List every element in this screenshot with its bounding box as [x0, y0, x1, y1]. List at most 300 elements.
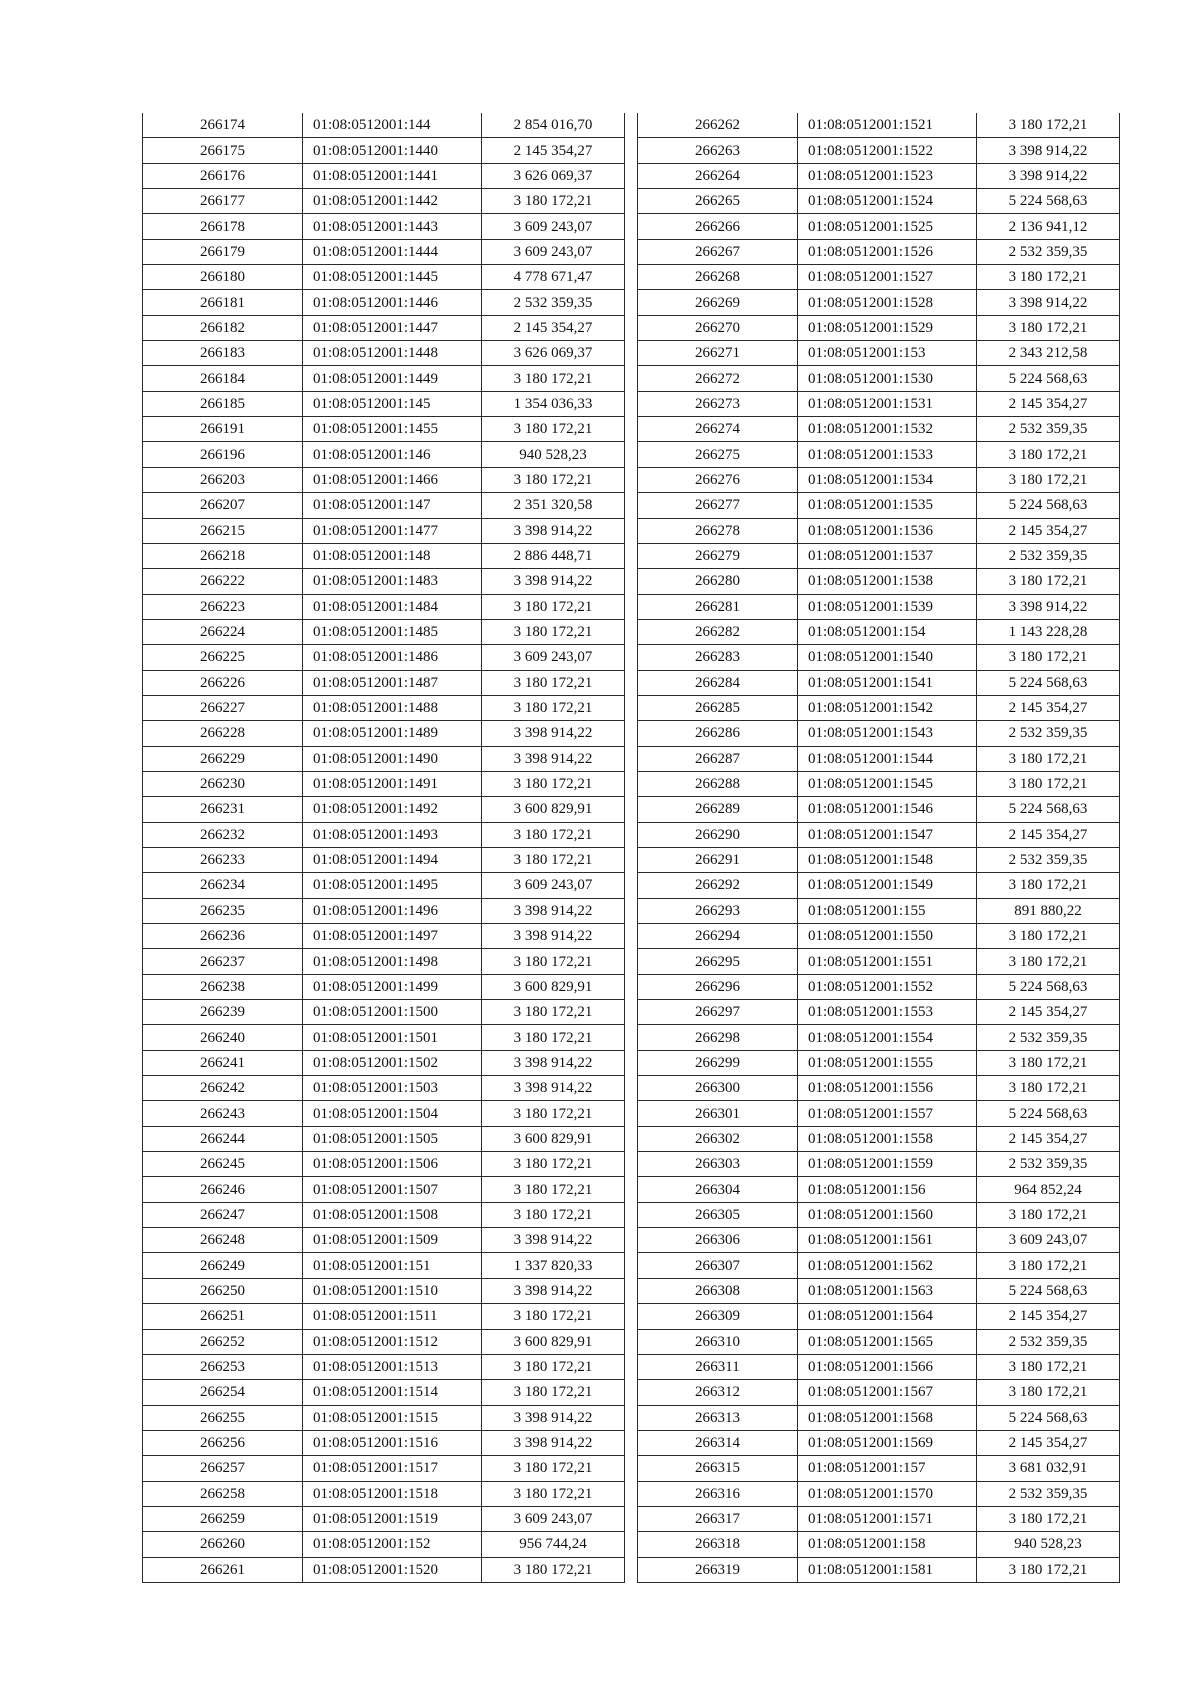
cadastral-value-cell: 3 180 172,21 [482, 1152, 625, 1177]
cadastral-value-cell: 5 224 568,63 [977, 189, 1120, 214]
cadastral-value-cell: 3 180 172,21 [977, 924, 1120, 949]
table-row [638, 1557, 1120, 1582]
record-id-cell: 266301 [638, 1101, 798, 1126]
record-id-cell: 266306 [638, 1228, 798, 1253]
cadastral-number-cell: 01:08:0512001:1555 [798, 1050, 977, 1075]
cadastral-value-cell: 2 532 359,35 [977, 721, 1120, 746]
cadastral-value-cell: 3 398 914,22 [482, 1405, 625, 1430]
record-id-cell: 266291 [638, 847, 798, 872]
table-row [638, 949, 1120, 974]
table-row [638, 1253, 1120, 1278]
cadastral-value-cell: 2 532 359,35 [977, 1025, 1120, 1050]
table-row [638, 1152, 1120, 1177]
record-id-cell: 266236 [143, 924, 303, 949]
record-id-cell: 266266 [638, 214, 798, 239]
cadastral-number-cell: 01:08:0512001:1559 [798, 1152, 977, 1177]
table-row [638, 417, 1120, 442]
cadastral-value-cell: 3 626 069,37 [482, 163, 625, 188]
record-id-cell: 266283 [638, 645, 798, 670]
cadastral-value-cell: 3 180 172,21 [482, 822, 625, 847]
table-row [638, 847, 1120, 872]
cadastral-value-cell: 3 180 172,21 [482, 695, 625, 720]
cadastral-value-cell: 2 532 359,35 [977, 543, 1120, 568]
cadastral-value-cell: 2 136 941,12 [977, 214, 1120, 239]
cadastral-value-cell: 3 180 172,21 [482, 594, 625, 619]
cadastral-number-cell: 01:08:0512001:1521 [798, 113, 977, 138]
cadastral-number-cell: 01:08:0512001:1510 [303, 1278, 482, 1303]
cadastral-number-cell: 01:08:0512001:1449 [303, 366, 482, 391]
record-id-cell: 266177 [143, 189, 303, 214]
cadastral-value-cell: 3 180 172,21 [977, 265, 1120, 290]
cadastral-number-cell: 01:08:0512001:1519 [303, 1506, 482, 1531]
table-row [143, 847, 625, 872]
cadastral-value-cell: 4 778 671,47 [482, 265, 625, 290]
cadastral-number-cell: 01:08:0512001:1562 [798, 1253, 977, 1278]
record-id-cell: 266237 [143, 949, 303, 974]
record-id-cell: 266313 [638, 1405, 798, 1430]
record-id-cell: 266265 [638, 189, 798, 214]
record-id-cell: 266253 [143, 1354, 303, 1379]
cadastral-number-cell: 01:08:0512001:1544 [798, 746, 977, 771]
table-row [143, 467, 625, 492]
cadastral-value-cell: 3 180 172,21 [482, 847, 625, 872]
cadastral-value-cell: 2 145 354,27 [977, 822, 1120, 847]
cadastral-value-cell: 940 528,23 [977, 1532, 1120, 1557]
table-row [143, 239, 625, 264]
table-row [143, 1506, 625, 1531]
cadastral-value-cell: 3 180 172,21 [977, 569, 1120, 594]
table-row [143, 366, 625, 391]
table-row [143, 1380, 625, 1405]
cadastral-value-cell: 3 600 829,91 [482, 797, 625, 822]
cadastral-number-cell: 01:08:0512001:1533 [798, 442, 977, 467]
cadastral-number-cell: 01:08:0512001:1496 [303, 898, 482, 923]
record-id-cell: 266316 [638, 1481, 798, 1506]
table-row [143, 1557, 625, 1582]
record-id-cell: 266268 [638, 265, 798, 290]
cadastral-value-cell: 3 398 914,22 [482, 898, 625, 923]
cadastral-number-cell: 01:08:0512001:1522 [798, 138, 977, 163]
cadastral-value-cell: 3 180 172,21 [482, 1101, 625, 1126]
table-row [143, 113, 625, 138]
cadastral-number-cell: 01:08:0512001:1448 [303, 341, 482, 366]
record-id-cell: 266279 [638, 543, 798, 568]
table-row [143, 1126, 625, 1151]
cadastral-value-cell: 3 398 914,22 [482, 924, 625, 949]
table-row [638, 189, 1120, 214]
cadastral-number-cell: 01:08:0512001:1501 [303, 1025, 482, 1050]
table-row [638, 113, 1120, 138]
cadastral-number-cell: 01:08:0512001:1509 [303, 1228, 482, 1253]
table-row [638, 619, 1120, 644]
cadastral-number-cell: 01:08:0512001:1541 [798, 670, 977, 695]
record-id-cell: 266207 [143, 493, 303, 518]
record-id-cell: 266241 [143, 1050, 303, 1075]
cadastral-value-cell: 2 343 212,58 [977, 341, 1120, 366]
cadastral-number-cell: 01:08:0512001:1554 [798, 1025, 977, 1050]
cadastral-number-cell: 01:08:0512001:1581 [798, 1557, 977, 1582]
record-id-cell: 266227 [143, 695, 303, 720]
record-id-cell: 266280 [638, 569, 798, 594]
record-id-cell: 266272 [638, 366, 798, 391]
cadastral-number-cell: 01:08:0512001:1536 [798, 518, 977, 543]
cadastral-number-cell: 01:08:0512001:1569 [798, 1430, 977, 1455]
cadastral-number-cell: 01:08:0512001:1497 [303, 924, 482, 949]
table-row [143, 1481, 625, 1506]
record-id-cell: 266215 [143, 518, 303, 543]
cadastral-value-cell: 3 180 172,21 [482, 1202, 625, 1227]
record-id-cell: 266239 [143, 1000, 303, 1025]
record-id-cell: 266246 [143, 1177, 303, 1202]
cadastral-value-cell: 3 626 069,37 [482, 341, 625, 366]
record-id-cell: 266288 [638, 771, 798, 796]
cadastral-value-cell: 2 145 354,27 [977, 1304, 1120, 1329]
cadastral-value-cell: 3 180 172,21 [977, 1076, 1120, 1101]
cadastral-value-cell: 3 398 914,22 [977, 138, 1120, 163]
cadastral-value-cell: 3 180 172,21 [977, 113, 1120, 138]
cadastral-number-cell: 01:08:0512001:146 [303, 442, 482, 467]
cadastral-number-cell: 01:08:0512001:1520 [303, 1557, 482, 1582]
record-id-cell: 266299 [638, 1050, 798, 1075]
record-id-cell: 266250 [143, 1278, 303, 1303]
record-id-cell: 266255 [143, 1405, 303, 1430]
table-row [638, 594, 1120, 619]
cadastral-number-cell: 01:08:0512001:1571 [798, 1506, 977, 1531]
cadastral-value-cell: 3 180 172,21 [482, 366, 625, 391]
table-row [638, 898, 1120, 923]
cadastral-number-cell: 01:08:0512001:1518 [303, 1481, 482, 1506]
record-id-cell: 266302 [638, 1126, 798, 1151]
cadastral-number-cell: 01:08:0512001:1500 [303, 1000, 482, 1025]
table-row [638, 1228, 1120, 1253]
cadastral-number-cell: 01:08:0512001:1551 [798, 949, 977, 974]
cadastral-number-cell: 01:08:0512001:1542 [798, 695, 977, 720]
record-id-cell: 266278 [638, 518, 798, 543]
cadastral-value-cell: 5 224 568,63 [977, 797, 1120, 822]
table-row [638, 873, 1120, 898]
cadastral-value-cell: 2 145 354,27 [977, 695, 1120, 720]
record-id-cell: 266304 [638, 1177, 798, 1202]
record-id-cell: 266296 [638, 974, 798, 999]
table-row [143, 645, 625, 670]
cadastral-value-cell: 3 398 914,22 [977, 290, 1120, 315]
cadastral-number-cell: 01:08:0512001:145 [303, 391, 482, 416]
cadastral-number-cell: 01:08:0512001:1539 [798, 594, 977, 619]
cadastral-value-cell: 3 180 172,21 [977, 1050, 1120, 1075]
cadastral-value-cell: 3 398 914,22 [482, 721, 625, 746]
cadastral-value-cell: 5 224 568,63 [977, 1101, 1120, 1126]
cadastral-value-cell: 3 180 172,21 [977, 645, 1120, 670]
cadastral-value-cell: 3 180 172,21 [977, 1354, 1120, 1379]
cadastral-value-cell: 3 180 172,21 [977, 771, 1120, 796]
cadastral-number-cell: 01:08:0512001:1444 [303, 239, 482, 264]
cadastral-value-cell: 3 398 914,22 [482, 1430, 625, 1455]
record-id-cell: 266185 [143, 391, 303, 416]
table-row [143, 1253, 625, 1278]
cadastral-value-cell: 2 532 359,35 [977, 417, 1120, 442]
cadastral-value-cell: 956 744,24 [482, 1532, 625, 1557]
cadastral-number-cell: 01:08:0512001:158 [798, 1532, 977, 1557]
table-row [638, 721, 1120, 746]
cadastral-value-cell: 3 398 914,22 [482, 518, 625, 543]
record-id-cell: 266262 [638, 113, 798, 138]
cadastral-number-cell: 01:08:0512001:1488 [303, 695, 482, 720]
record-id-cell: 266310 [638, 1329, 798, 1354]
cadastral-value-cell: 3 609 243,07 [482, 214, 625, 239]
table-row [143, 1329, 625, 1354]
cadastral-number-cell: 01:08:0512001:1486 [303, 645, 482, 670]
cadastral-value-cell: 3 609 243,07 [482, 1506, 625, 1531]
record-id-cell: 266238 [143, 974, 303, 999]
cadastral-value-cell: 3 180 172,21 [482, 1380, 625, 1405]
cadastral-value-cell: 2 145 354,27 [482, 138, 625, 163]
cadastral-number-cell: 01:08:0512001:1531 [798, 391, 977, 416]
cadastral-value-cell: 3 609 243,07 [482, 873, 625, 898]
cadastral-value-cell: 2 854 016,70 [482, 113, 625, 138]
cadastral-number-cell: 01:08:0512001:155 [798, 898, 977, 923]
cadastral-number-cell: 01:08:0512001:1556 [798, 1076, 977, 1101]
table-row [638, 670, 1120, 695]
record-id-cell: 266251 [143, 1304, 303, 1329]
cadastral-value-cell: 3 398 914,22 [977, 163, 1120, 188]
record-id-cell: 266312 [638, 1380, 798, 1405]
table-row [638, 1202, 1120, 1227]
cadastral-number-cell: 01:08:0512001:1547 [798, 822, 977, 847]
cadastral-value-cell: 3 398 914,22 [977, 594, 1120, 619]
cadastral-value-cell: 3 180 172,21 [482, 1354, 625, 1379]
cadastral-value-cell: 2 532 359,35 [977, 1152, 1120, 1177]
table-row [143, 493, 625, 518]
record-id-cell: 266319 [638, 1557, 798, 1582]
cadastral-value-cell: 891 880,22 [977, 898, 1120, 923]
table-row [638, 214, 1120, 239]
cadastral-number-cell: 01:08:0512001:1513 [303, 1354, 482, 1379]
cadastral-number-cell: 01:08:0512001:1549 [798, 873, 977, 898]
table-row [143, 1228, 625, 1253]
table-row [143, 417, 625, 442]
cadastral-value-cell: 3 180 172,21 [482, 467, 625, 492]
cadastral-value-cell: 3 398 914,22 [482, 746, 625, 771]
cadastral-value-cell: 3 180 172,21 [977, 315, 1120, 340]
record-id-cell: 266176 [143, 163, 303, 188]
cadastral-value-cell: 5 224 568,63 [977, 670, 1120, 695]
cadastral-number-cell: 01:08:0512001:1442 [303, 189, 482, 214]
cadastral-number-cell: 01:08:0512001:1466 [303, 467, 482, 492]
cadastral-number-cell: 01:08:0512001:157 [798, 1456, 977, 1481]
cadastral-value-cell: 3 180 172,21 [482, 771, 625, 796]
cadastral-number-cell: 01:08:0512001:147 [303, 493, 482, 518]
table-row [143, 569, 625, 594]
table-row [143, 543, 625, 568]
cadastral-value-cell: 1 337 820,33 [482, 1253, 625, 1278]
table-row [638, 1405, 1120, 1430]
table-row [143, 1000, 625, 1025]
record-id-cell: 266258 [143, 1481, 303, 1506]
table-row [143, 1405, 625, 1430]
cadastral-number-cell: 01:08:0512001:1552 [798, 974, 977, 999]
table-row [143, 518, 625, 543]
table-row [638, 645, 1120, 670]
cadastral-value-cell: 3 398 914,22 [482, 1228, 625, 1253]
cadastral-value-cell: 5 224 568,63 [977, 1405, 1120, 1430]
record-id-cell: 266240 [143, 1025, 303, 1050]
cadastral-value-cell: 2 145 354,27 [977, 1126, 1120, 1151]
cadastral-value-cell: 3 609 243,07 [977, 1228, 1120, 1253]
cadastral-value-cell: 3 180 172,21 [482, 1304, 625, 1329]
cadastral-value-cell: 5 224 568,63 [977, 974, 1120, 999]
table-row [143, 949, 625, 974]
record-id-cell: 266309 [638, 1304, 798, 1329]
table-row [143, 594, 625, 619]
record-id-cell: 266285 [638, 695, 798, 720]
cadastral-number-cell: 01:08:0512001:1443 [303, 214, 482, 239]
record-id-cell: 266234 [143, 873, 303, 898]
cadastral-number-cell: 01:08:0512001:1561 [798, 1228, 977, 1253]
cadastral-value-cell: 3 609 243,07 [482, 239, 625, 264]
cadastral-number-cell: 01:08:0512001:1565 [798, 1329, 977, 1354]
cadastral-value-cell: 3 180 172,21 [977, 1202, 1120, 1227]
record-id-cell: 266273 [638, 391, 798, 416]
cadastral-number-cell: 01:08:0512001:1535 [798, 493, 977, 518]
cadastral-value-cell: 3 600 829,91 [482, 974, 625, 999]
cadastral-number-cell: 01:08:0512001:1532 [798, 417, 977, 442]
table-row [143, 1304, 625, 1329]
cadastral-value-cell: 3 398 914,22 [482, 1076, 625, 1101]
table-row [143, 341, 625, 366]
cadastral-value-cell: 2 145 354,27 [977, 391, 1120, 416]
cadastral-value-cell: 3 180 172,21 [482, 1177, 625, 1202]
cadastral-number-cell: 01:08:0512001:144 [303, 113, 482, 138]
property-table-right-body [638, 113, 1120, 1582]
cadastral-value-cell: 3 180 172,21 [977, 1380, 1120, 1405]
record-id-cell: 266180 [143, 265, 303, 290]
cadastral-value-cell: 2 532 359,35 [482, 290, 625, 315]
table-row [143, 214, 625, 239]
record-id-cell: 266196 [143, 442, 303, 467]
record-id-cell: 266275 [638, 442, 798, 467]
cadastral-value-cell: 2 532 359,35 [977, 239, 1120, 264]
cadastral-number-cell: 01:08:0512001:1553 [798, 1000, 977, 1025]
record-id-cell: 266257 [143, 1456, 303, 1481]
record-id-cell: 266230 [143, 771, 303, 796]
table-row [638, 1430, 1120, 1455]
record-id-cell: 266191 [143, 417, 303, 442]
cadastral-value-cell: 3 600 829,91 [482, 1126, 625, 1151]
record-id-cell: 266270 [638, 315, 798, 340]
cadastral-number-cell: 01:08:0512001:152 [303, 1532, 482, 1557]
cadastral-value-cell: 3 398 914,22 [482, 1050, 625, 1075]
cadastral-value-cell: 2 145 354,27 [482, 315, 625, 340]
cadastral-number-cell: 01:08:0512001:1491 [303, 771, 482, 796]
record-id-cell: 266244 [143, 1126, 303, 1151]
record-id-cell: 266256 [143, 1430, 303, 1455]
table-row [638, 797, 1120, 822]
cadastral-number-cell: 01:08:0512001:1483 [303, 569, 482, 594]
table-row [638, 695, 1120, 720]
cadastral-value-cell: 3 180 172,21 [977, 442, 1120, 467]
table-row [638, 569, 1120, 594]
cadastral-number-cell: 01:08:0512001:1527 [798, 265, 977, 290]
table-row [143, 189, 625, 214]
table-row [638, 1329, 1120, 1354]
cadastral-number-cell: 01:08:0512001:1568 [798, 1405, 977, 1430]
cadastral-value-cell: 5 224 568,63 [977, 366, 1120, 391]
record-id-cell: 266183 [143, 341, 303, 366]
table-row [638, 1456, 1120, 1481]
cadastral-value-cell: 3 180 172,21 [482, 670, 625, 695]
table-row [638, 974, 1120, 999]
table-row [143, 695, 625, 720]
cadastral-number-cell: 01:08:0512001:1534 [798, 467, 977, 492]
cadastral-number-cell: 01:08:0512001:1495 [303, 873, 482, 898]
table-row [143, 974, 625, 999]
cadastral-number-cell: 01:08:0512001:1447 [303, 315, 482, 340]
table-row [638, 138, 1120, 163]
record-id-cell: 266290 [638, 822, 798, 847]
table-row [638, 442, 1120, 467]
table-row [638, 1532, 1120, 1557]
record-id-cell: 266260 [143, 1532, 303, 1557]
record-id-cell: 266286 [638, 721, 798, 746]
record-id-cell: 266297 [638, 1000, 798, 1025]
table-row [638, 1354, 1120, 1379]
table-row [143, 315, 625, 340]
cadastral-number-cell: 01:08:0512001:1455 [303, 417, 482, 442]
cadastral-number-cell: 01:08:0512001:1546 [798, 797, 977, 822]
cadastral-value-cell: 3 180 172,21 [482, 619, 625, 644]
table-row [143, 1152, 625, 1177]
cadastral-value-cell: 1 354 036,33 [482, 391, 625, 416]
cadastral-value-cell: 3 180 172,21 [977, 1506, 1120, 1531]
table-row [638, 265, 1120, 290]
cadastral-value-cell: 3 600 829,91 [482, 1329, 625, 1354]
cadastral-number-cell: 01:08:0512001:1557 [798, 1101, 977, 1126]
cadastral-number-cell: 01:08:0512001:1441 [303, 163, 482, 188]
cadastral-number-cell: 01:08:0512001:1524 [798, 189, 977, 214]
cadastral-number-cell: 01:08:0512001:1498 [303, 949, 482, 974]
record-id-cell: 266224 [143, 619, 303, 644]
record-id-cell: 266178 [143, 214, 303, 239]
cadastral-number-cell: 01:08:0512001:1489 [303, 721, 482, 746]
record-id-cell: 266303 [638, 1152, 798, 1177]
record-id-cell: 266269 [638, 290, 798, 315]
table-row [143, 1430, 625, 1455]
cadastral-number-cell: 01:08:0512001:1517 [303, 1456, 482, 1481]
record-id-cell: 266243 [143, 1101, 303, 1126]
record-id-cell: 266293 [638, 898, 798, 923]
cadastral-number-cell: 01:08:0512001:1494 [303, 847, 482, 872]
cadastral-value-cell: 3 180 172,21 [482, 189, 625, 214]
record-id-cell: 266174 [143, 113, 303, 138]
cadastral-number-cell: 01:08:0512001:1492 [303, 797, 482, 822]
cadastral-number-cell: 01:08:0512001:1530 [798, 366, 977, 391]
record-id-cell: 266254 [143, 1380, 303, 1405]
cadastral-value-cell: 3 180 172,21 [977, 949, 1120, 974]
table-row [638, 1025, 1120, 1050]
table-row [638, 239, 1120, 264]
record-id-cell: 266292 [638, 873, 798, 898]
cadastral-value-cell: 940 528,23 [482, 442, 625, 467]
record-id-cell: 266225 [143, 645, 303, 670]
cadastral-number-cell: 01:08:0512001:1507 [303, 1177, 482, 1202]
record-id-cell: 266318 [638, 1532, 798, 1557]
cadastral-number-cell: 01:08:0512001:153 [798, 341, 977, 366]
cadastral-value-cell: 5 224 568,63 [977, 493, 1120, 518]
cadastral-number-cell: 01:08:0512001:1567 [798, 1380, 977, 1405]
record-id-cell: 266249 [143, 1253, 303, 1278]
table-row [143, 771, 625, 796]
table-row [638, 1278, 1120, 1303]
